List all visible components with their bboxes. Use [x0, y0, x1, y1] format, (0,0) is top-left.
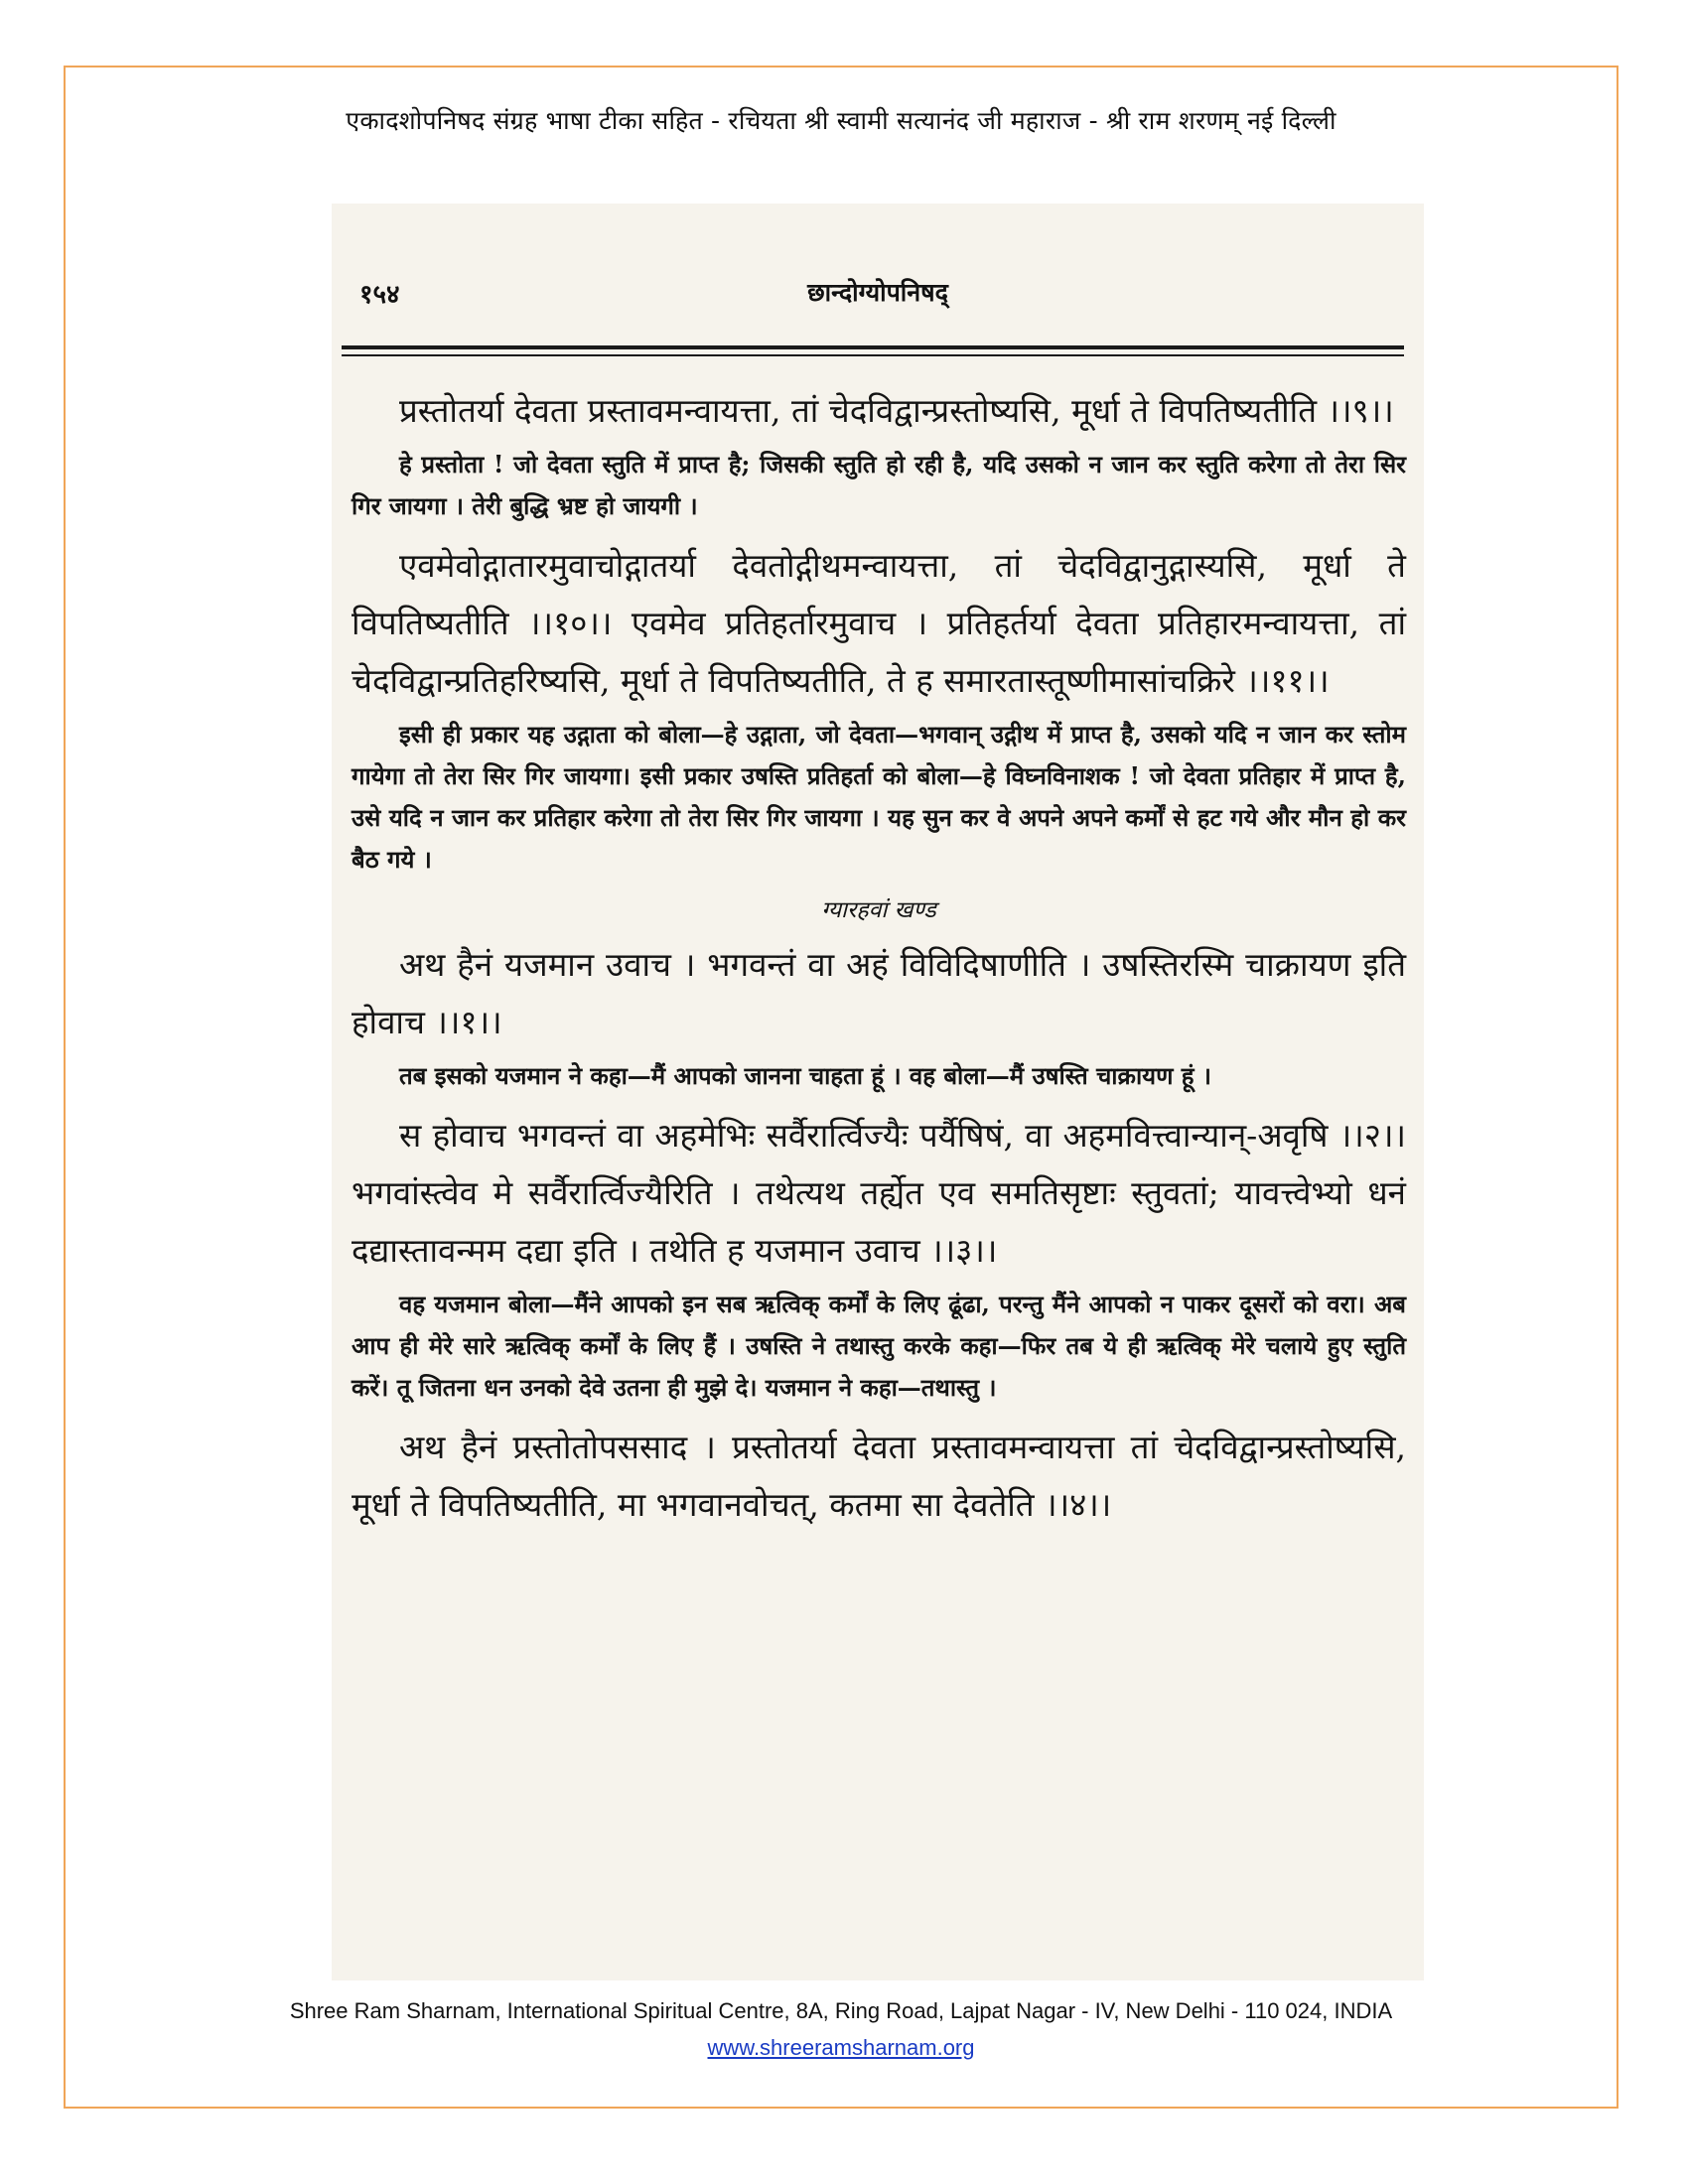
mantra-paragraph: स होवाच भगवन्तं वा अहमेभिः सर्वैरार्त्विज्यैः पर्यैषिषं, वा अहमवित्त्वान्यान्-अवृषि ।।२।। भगवांस्त्वेव मे सर्वैरार्त्विज्यैरिति । तथेत्यथ तर्ह्येत एव समतिसृष्टाः स्तुवतां; यावत्त्वेभ्यो धनं दद्यास्तावन्मम दद्या इति । तथेति ह यजमान उवाच ।।३।।	[352, 1116, 1406, 1270]
document-header: एकादशोपनिषद संग्रह भाषा टीका सहित - रचियता श्री स्वामी सत्यानंद जी महाराज - श्री राम शरणम् नई दिल्ली	[346, 106, 1336, 135]
translation-paragraph: वह यजमान बोला—मैंने आपको इन सब ऋत्विक् कर्मों के लिए ढूंढा, परन्तु मैंने आपको न पाकर दूसरों को वरा। अब आप ही मेरे सारे ऋत्विक् कर्मों के लिए हैं । उषस्ति ने तथास्तु करके कहा—फिर तब ये ही ऋत्विक् मेरे चलाये हुए स्तुति करें। तू जितना धन उनको देवे उतना ही मुझे दे। यजमान ने कहा—तथास्तु ।	[352, 1290, 1406, 1402]
scanned-page	[332, 204, 1424, 1980]
page-number: १५४	[359, 280, 400, 310]
translation-paragraph: इसी ही प्रकार यह उद्गाता को बोला—हे उद्गाता, जो देवता—भगवान् उद्गीथ में प्राप्त है, उसको यदि न जान कर स्तोम गायेगा तो तेरा सिर गिर जायगा। इसी प्रकार उषस्ति प्रतिहर्ता को बोला—हे विघ्नविनाशक ! जो देवता प्रतिहार में प्राप्त है, उसे यदि न जान कर प्रतिहार करेगा तो तेरा सिर गिर जायगा । यह सुन कर वे अपने अपने कर्मों से हट गये और मौन हो कर बैठ गये ।	[352, 720, 1406, 874]
header-rule-thick	[342, 345, 1404, 349]
mantra-paragraph: अथ हैनं प्रस्तोतोपससाद । प्रस्तोतर्या देवता प्रस्तावमन्वायत्ता तां चेदविद्वान्प्रस्तोष्यसि, मूर्धा ते विपतिष्यतीति, मा भगवानवोचत्, कतमा सा देवतेति ।।४।।	[352, 1428, 1406, 1524]
mantra-paragraph: प्रस्तोतर्या देवता प्रस्तावमन्वायत्ता, तां चेदविद्वान्प्रस्तोष्यसि, मूर्धा ते विपतिष्यतीति ।।९।।	[399, 391, 1394, 430]
running-title: छान्दोग्योपनिषद्	[807, 278, 948, 307]
mantra-paragraph: एवमेवोद्गातारमुवाचोद्गातर्या देवतोद्गीथमन्वायत्ता, तां चेदविद्वानुद्गास्यसि, मूर्धा ते विपतिष्यतीति ।।१०।। एवमेव प्रतिहर्तारमुवाच । प्रतिहर्तर्या देवता प्रतिहारमन्वायत्ता, तां चेदविद्वान्प्रतिहरिष्यसि, मूर्धा ते विपतिष्यतीति, ते ह समारतास्तूष्णीमासांचक्रिरे ।।११।।	[352, 546, 1406, 700]
body-text	[352, 382, 1406, 1538]
translation-paragraph: तब इसको यजमान ने कहा—मैं आपको जानना चाहता हूं । वह बोला—मैं उषस्ति चाक्रायण हूं ।	[399, 1061, 1211, 1090]
mantra-paragraph: अथ हैनं यजमान उवाच । भगवन्तं वा अहं विविदिषाणीति । उषस्तिरस्मि चाक्रायण इति होवाच ।।१।।	[352, 945, 1406, 1041]
website-link[interactable]: www.shreeramsharnam.org	[707, 2035, 975, 2060]
section-heading: ग्यारहवां खण्ड	[821, 897, 936, 923]
footer-address: Shree Ram Sharnam, International Spiritual Centre, 8A, Ring Road, Lajpat Nagar - IV, New Delhi - 110 024, INDIA	[289, 1998, 1393, 2023]
translation-paragraph: हे प्रस्तोता ! जो देवता स्तुति में प्राप्त है; जिसकी स्तुति हो रही है, यदि उसको न जान कर स्तुति करेगा तो तेरा सिर गिर जायगा । तेरी बुद्धि भ्रष्ट हो जायगी ।	[352, 450, 1406, 520]
header-rule-thin	[342, 354, 1404, 356]
